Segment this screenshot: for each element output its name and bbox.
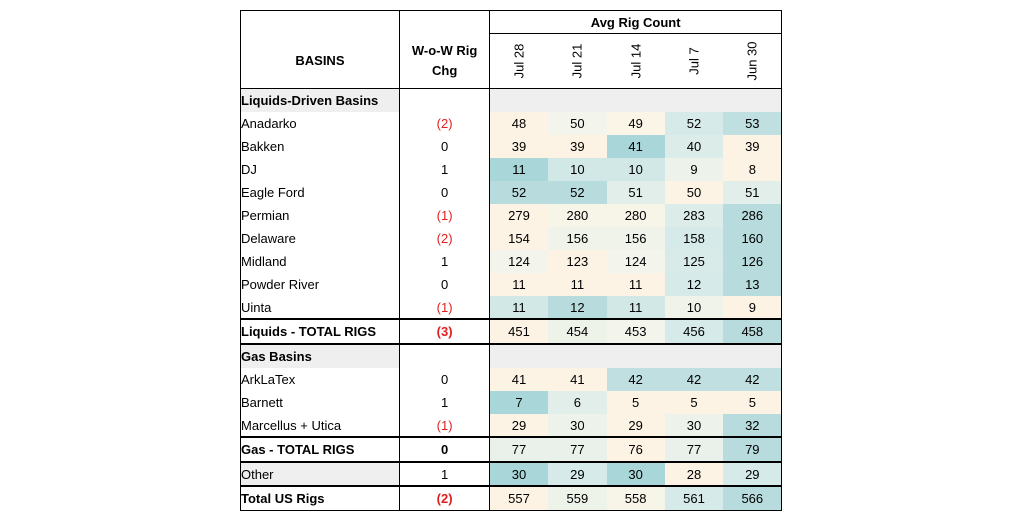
rig-count-value: 77 (665, 437, 723, 462)
rig-count-value: 30 (607, 462, 665, 486)
table-row (241, 391, 782, 414)
date-header-5 (723, 34, 781, 89)
rig-count-value: 10 (607, 158, 665, 181)
gas-total-row (241, 437, 782, 462)
basin-name: Liquids - TOTAL RIGS (241, 319, 400, 344)
rig-count-value: 5 (665, 391, 723, 414)
rig-count-value: 453 (607, 319, 665, 344)
rig-count-value: 29 (607, 414, 665, 438)
date-header-4 (665, 34, 723, 89)
section-spacer (399, 89, 490, 112)
rig-count-value: 279 (490, 204, 548, 227)
gas-section-header (241, 344, 782, 368)
basin-name: Delaware (241, 227, 400, 250)
date-label: Jul 21 (569, 43, 585, 79)
rig-count-value: 280 (548, 204, 606, 227)
avg-rig-count-title: Avg Rig Count (490, 11, 782, 34)
wow-change-value: 1 (399, 158, 490, 181)
liquids-section-header (241, 89, 782, 112)
wow-change-value: (1) (399, 204, 490, 227)
rig-count-value: 11 (490, 273, 548, 296)
rig-count-value: 558 (607, 486, 665, 511)
section-title: Gas Basins (241, 344, 400, 368)
rig-count-value: 158 (665, 227, 723, 250)
basin-name: Total US Rigs (241, 486, 400, 511)
table-row (241, 273, 782, 296)
rig-count-table (240, 10, 782, 511)
wow-change-value: 0 (399, 135, 490, 158)
wow-change-value: (1) (399, 414, 490, 438)
basin-name: Anadarko (241, 112, 400, 135)
basins-header: BASINS (241, 34, 400, 89)
wow-change-value: (2) (399, 227, 490, 250)
wow-change-value: 1 (399, 250, 490, 273)
rig-count-value: 30 (665, 414, 723, 438)
rig-count-value: 559 (548, 486, 606, 511)
date-header-3 (607, 34, 665, 89)
basin-name: Midland (241, 250, 400, 273)
rig-count-value: 39 (548, 135, 606, 158)
rig-count-value: 11 (490, 296, 548, 320)
basin-name: DJ (241, 158, 400, 181)
date-label: Jul 28 (511, 43, 527, 79)
rig-count-value: 125 (665, 250, 723, 273)
rig-count-value: 50 (548, 112, 606, 135)
rig-count-value: 51 (607, 181, 665, 204)
table-row (241, 112, 782, 135)
date-label: Jun 30 (744, 41, 760, 81)
rig-count-value: 39 (490, 135, 548, 158)
date-header-1 (490, 34, 548, 89)
basin-name: Powder River (241, 273, 400, 296)
rig-count-value: 41 (548, 368, 606, 391)
rig-count-value: 51 (723, 181, 781, 204)
rig-count-value: 28 (665, 462, 723, 486)
rig-count-value: 11 (607, 296, 665, 320)
rig-count-value: 48 (490, 112, 548, 135)
date-label: Jul 14 (628, 43, 644, 79)
rig-count-value: 52 (665, 112, 723, 135)
rig-count-value: 6 (548, 391, 606, 414)
wow-change-value: 1 (399, 391, 490, 414)
rig-count-value: 561 (665, 486, 723, 511)
rig-count-value: 126 (723, 250, 781, 273)
rig-count-value: 458 (723, 319, 781, 344)
rig-count-value: 557 (490, 486, 548, 511)
wow-change-value: 1 (399, 462, 490, 486)
rig-count-value: 29 (723, 462, 781, 486)
date-header-2 (548, 34, 606, 89)
rig-count-value: 30 (548, 414, 606, 438)
rig-count-value: 50 (665, 181, 723, 204)
rig-count-value: 280 (607, 204, 665, 227)
rig-count-value: 49 (607, 112, 665, 135)
rig-count-value: 10 (665, 296, 723, 320)
corner-cell-2 (399, 11, 490, 34)
rig-count-value: 29 (548, 462, 606, 486)
rig-count-value: 30 (490, 462, 548, 486)
rig-count-value: 42 (607, 368, 665, 391)
basin-name: Permian (241, 204, 400, 227)
rig-count-value: 566 (723, 486, 781, 511)
table-row (241, 158, 782, 181)
wow-change-value: (1) (399, 296, 490, 320)
wow-change-header-text: W-o-W Rig Chg (411, 43, 478, 78)
table-row (241, 181, 782, 204)
wow-change-value: (2) (399, 486, 490, 511)
rig-count-value: 13 (723, 273, 781, 296)
basin-name: Gas - TOTAL RIGS (241, 437, 400, 462)
date-label: Jul 7 (686, 47, 702, 75)
rig-count-value: 283 (665, 204, 723, 227)
basin-name: Bakken (241, 135, 400, 158)
table-row (241, 135, 782, 158)
rig-count-value: 7 (490, 391, 548, 414)
table-row (241, 368, 782, 391)
section-fill (490, 89, 782, 112)
section-title: Liquids-Driven Basins (241, 89, 400, 112)
rig-count-value: 52 (490, 181, 548, 204)
rig-count-value: 456 (665, 319, 723, 344)
wow-change-value: 0 (399, 273, 490, 296)
rig-count-value: 77 (490, 437, 548, 462)
rig-count-value: 8 (723, 158, 781, 181)
rig-count-value: 9 (665, 158, 723, 181)
basin-name: Marcellus + Utica (241, 414, 400, 438)
rig-count-value: 77 (548, 437, 606, 462)
rig-count-value: 53 (723, 112, 781, 135)
wow-change-header (399, 34, 490, 89)
basin-name: Other (241, 462, 400, 486)
rig-count-value: 451 (490, 319, 548, 344)
us-total-row (241, 486, 782, 511)
rig-count-value: 41 (607, 135, 665, 158)
wow-change-value: (2) (399, 112, 490, 135)
rig-count-value: 52 (548, 181, 606, 204)
wow-change-value: 0 (399, 437, 490, 462)
section-spacer (399, 344, 490, 368)
table-row (241, 414, 782, 438)
wow-change-value: 0 (399, 181, 490, 204)
rig-count-value: 123 (548, 250, 606, 273)
rig-count-value: 454 (548, 319, 606, 344)
rig-count-value: 124 (490, 250, 548, 273)
table-row (241, 296, 782, 320)
rig-count-value: 154 (490, 227, 548, 250)
rig-count-value: 5 (723, 391, 781, 414)
basin-name: Uinta (241, 296, 400, 320)
basin-name: ArkLaTex (241, 368, 400, 391)
rig-count-value: 79 (723, 437, 781, 462)
rig-count-value: 286 (723, 204, 781, 227)
rig-count-value: 41 (490, 368, 548, 391)
rig-count-value: 11 (490, 158, 548, 181)
basin-name: Barnett (241, 391, 400, 414)
wow-change-value: 0 (399, 368, 490, 391)
rig-count-value: 156 (607, 227, 665, 250)
rig-count-value: 12 (665, 273, 723, 296)
rig-count-value: 5 (607, 391, 665, 414)
rig-count-value: 160 (723, 227, 781, 250)
rig-count-value: 40 (665, 135, 723, 158)
rig-count-value: 32 (723, 414, 781, 438)
rig-count-value: 11 (607, 273, 665, 296)
other-row (241, 462, 782, 486)
rig-count-value: 10 (548, 158, 606, 181)
rig-count-value: 9 (723, 296, 781, 320)
rig-count-value: 42 (665, 368, 723, 391)
table-row (241, 250, 782, 273)
table-row (241, 227, 782, 250)
rig-count-value: 156 (548, 227, 606, 250)
rig-count-value: 29 (490, 414, 548, 438)
rig-count-value: 12 (548, 296, 606, 320)
table-row (241, 204, 782, 227)
rig-count-value: 124 (607, 250, 665, 273)
wow-change-value: (3) (399, 319, 490, 344)
liquids-total-row (241, 319, 782, 344)
rig-count-value: 76 (607, 437, 665, 462)
rig-count-value: 42 (723, 368, 781, 391)
section-fill (490, 344, 782, 368)
basin-name: Eagle Ford (241, 181, 400, 204)
rig-count-value: 39 (723, 135, 781, 158)
rig-count-value: 11 (548, 273, 606, 296)
corner-cell (241, 11, 400, 34)
